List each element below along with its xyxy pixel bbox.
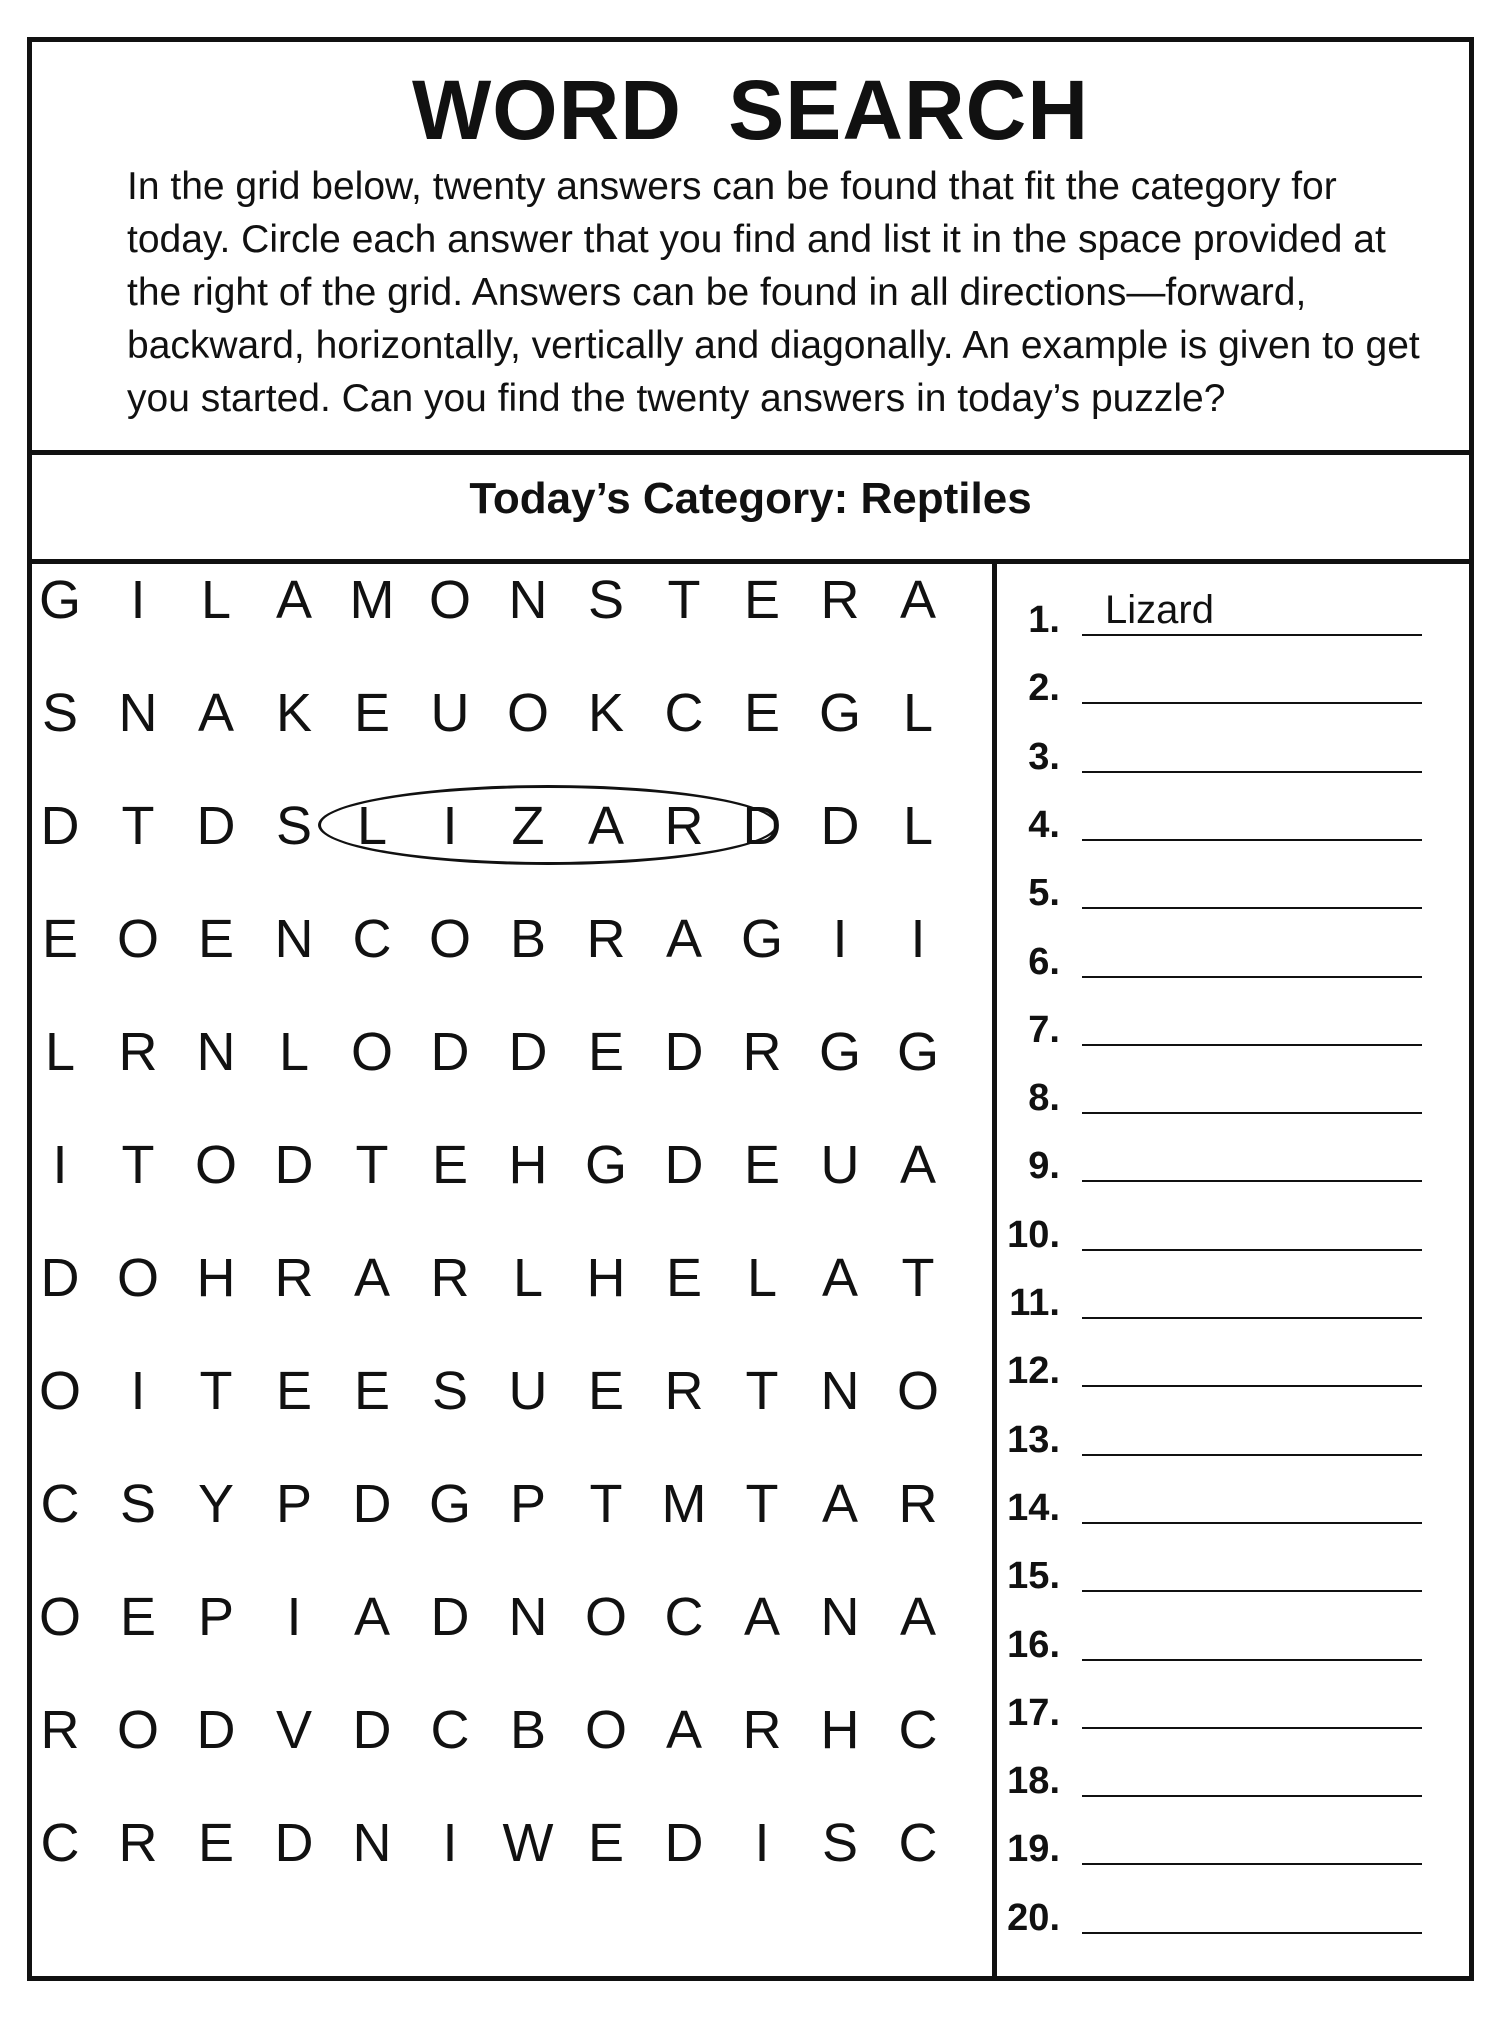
grid-row bbox=[17, 683, 977, 743]
grid-letter[interactable]: E bbox=[353, 1361, 391, 1421]
answer-blank-line[interactable] bbox=[1082, 1249, 1422, 1251]
grid-letter[interactable]: K bbox=[275, 683, 313, 743]
grid-letter[interactable]: H bbox=[508, 1135, 548, 1195]
grid-letter[interactable]: A bbox=[821, 1248, 859, 1308]
grid-letter[interactable]: E bbox=[743, 1135, 781, 1195]
grid-letter[interactable]: I bbox=[130, 570, 146, 630]
grid-row bbox=[17, 1022, 977, 1082]
grid-letter[interactable]: D bbox=[820, 796, 860, 856]
grid-letter[interactable]: L bbox=[512, 1248, 544, 1308]
answer-blank-line[interactable] bbox=[1082, 1863, 1422, 1865]
grid-letter[interactable]: N bbox=[274, 909, 314, 969]
grid-row bbox=[17, 1361, 977, 1421]
answer-blank-line[interactable] bbox=[1082, 907, 1422, 909]
grid-letter[interactable]: D bbox=[40, 1248, 80, 1308]
grid-letter[interactable]: D bbox=[664, 1135, 704, 1195]
answer-number: 20. bbox=[1007, 1897, 1060, 1939]
answer-item bbox=[975, 1821, 1445, 1871]
answer-blank-line[interactable] bbox=[1082, 634, 1422, 636]
grid-letter[interactable]: Z bbox=[511, 796, 545, 856]
grid-letter[interactable]: D bbox=[430, 1022, 470, 1082]
grid-row bbox=[17, 1248, 977, 1308]
grid-letter[interactable]: W bbox=[502, 1813, 554, 1873]
grid-letter[interactable]: O bbox=[116, 909, 159, 969]
grid-letter[interactable]: I bbox=[910, 909, 926, 969]
grid-letter[interactable]: U bbox=[430, 683, 470, 743]
grid-letter[interactable]: I bbox=[442, 1813, 458, 1873]
grid-letter[interactable]: C bbox=[664, 1587, 704, 1647]
answer-blank-line[interactable] bbox=[1082, 1727, 1422, 1729]
grid-letter[interactable]: I bbox=[286, 1587, 302, 1647]
answer-number: 14. bbox=[1007, 1487, 1060, 1529]
answer-number: 17. bbox=[1007, 1692, 1060, 1734]
answer-blank-line[interactable] bbox=[1082, 771, 1422, 773]
grid-letter[interactable]: U bbox=[820, 1135, 860, 1195]
answer-blank-line[interactable] bbox=[1082, 1659, 1422, 1661]
answer-blank-line[interactable] bbox=[1082, 1454, 1422, 1456]
grid-letter[interactable]: D bbox=[40, 796, 80, 856]
grid-letter[interactable]: O bbox=[896, 1361, 939, 1421]
grid-letter[interactable]: A bbox=[899, 1135, 937, 1195]
answer-blank-line[interactable] bbox=[1082, 1317, 1422, 1319]
grid-letter[interactable]: P bbox=[197, 1587, 235, 1647]
answer-item bbox=[975, 1138, 1445, 1188]
grid-letter[interactable]: D bbox=[274, 1135, 314, 1195]
grid-row bbox=[17, 1474, 977, 1534]
grid-letter[interactable]: N bbox=[820, 1587, 860, 1647]
grid-letter[interactable]: B bbox=[509, 909, 547, 969]
answer-item bbox=[975, 660, 1445, 710]
answer-blank-line[interactable] bbox=[1082, 1385, 1422, 1387]
grid-letter[interactable]: L bbox=[356, 796, 388, 856]
answer-number: 2. bbox=[1028, 667, 1060, 709]
grid-letter[interactable]: N bbox=[820, 1361, 860, 1421]
grid-letter[interactable]: D bbox=[508, 1022, 548, 1082]
grid-letter[interactable]: L bbox=[200, 570, 232, 630]
answer-blank-line[interactable] bbox=[1082, 839, 1422, 841]
answer-blank-line[interactable] bbox=[1082, 1522, 1422, 1524]
grid-letter[interactable]: N bbox=[508, 1587, 548, 1647]
grid-letter[interactable]: G bbox=[428, 1474, 471, 1534]
grid-letter[interactable]: E bbox=[353, 683, 391, 743]
answer-number: 5. bbox=[1028, 872, 1060, 914]
grid-letter[interactable]: R bbox=[40, 1700, 80, 1760]
grid-letter[interactable]: A bbox=[197, 683, 235, 743]
grid-letter[interactable]: D bbox=[352, 1700, 392, 1760]
grid-letter[interactable]: A bbox=[665, 1700, 703, 1760]
grid-letter[interactable]: R bbox=[820, 570, 860, 630]
grid-letter[interactable]: H bbox=[196, 1248, 236, 1308]
grid-letter[interactable]: C bbox=[430, 1700, 470, 1760]
grid-letter[interactable]: A bbox=[587, 796, 625, 856]
grid-row bbox=[17, 909, 977, 969]
grid-letter[interactable]: L bbox=[44, 1022, 76, 1082]
grid-letter[interactable]: M bbox=[661, 1474, 707, 1534]
grid-letter[interactable]: I bbox=[754, 1813, 770, 1873]
grid-letter[interactable]: O bbox=[584, 1700, 627, 1760]
grid-letter[interactable]: S bbox=[119, 1474, 157, 1534]
grid-letter[interactable]: V bbox=[275, 1700, 313, 1760]
grid-letter[interactable]: D bbox=[274, 1813, 314, 1873]
grid-letter[interactable]: D bbox=[664, 1813, 704, 1873]
grid-letter[interactable]: U bbox=[508, 1361, 548, 1421]
grid-letter[interactable]: H bbox=[820, 1700, 860, 1760]
grid-letter[interactable]: T bbox=[901, 1248, 935, 1308]
grid-letter[interactable]: R bbox=[664, 1361, 704, 1421]
grid-letter[interactable]: D bbox=[742, 796, 782, 856]
grid-letter[interactable]: T bbox=[589, 1474, 623, 1534]
grid-letter[interactable]: C bbox=[664, 683, 704, 743]
grid-letter[interactable]: R bbox=[742, 1700, 782, 1760]
grid-letter[interactable]: R bbox=[118, 1022, 158, 1082]
example-answer-circle bbox=[318, 785, 778, 865]
divider bbox=[32, 450, 1469, 455]
grid-row bbox=[17, 1813, 977, 1873]
answer-item bbox=[975, 1480, 1445, 1530]
answer-item bbox=[975, 797, 1445, 847]
grid-letter[interactable]: D bbox=[430, 1587, 470, 1647]
answer-item bbox=[975, 865, 1445, 915]
answer-number: 1. bbox=[1028, 599, 1060, 641]
answer-item bbox=[975, 1890, 1445, 1940]
grid-letter[interactable]: R bbox=[664, 796, 704, 856]
grid-letter[interactable]: C bbox=[352, 909, 392, 969]
answer-item bbox=[975, 1343, 1445, 1393]
grid-letter[interactable]: T bbox=[355, 1135, 389, 1195]
answer-number: 3. bbox=[1028, 736, 1060, 778]
grid-letter[interactable]: T bbox=[199, 1361, 233, 1421]
grid-letter[interactable]: I bbox=[130, 1361, 146, 1421]
answer-item bbox=[975, 1617, 1445, 1667]
grid-letter[interactable]: C bbox=[40, 1474, 80, 1534]
answer-number: 18. bbox=[1007, 1760, 1060, 1802]
grid-letter[interactable]: N bbox=[508, 570, 548, 630]
answer-item bbox=[975, 1412, 1445, 1462]
grid-letter[interactable]: N bbox=[118, 683, 158, 743]
grid-letter[interactable]: R bbox=[274, 1248, 314, 1308]
answer-number: 4. bbox=[1028, 804, 1060, 846]
grid-letter[interactable]: A bbox=[353, 1248, 391, 1308]
grid-letter[interactable]: O bbox=[428, 570, 471, 630]
answer-value: Lizard bbox=[1105, 588, 1214, 632]
grid-letter[interactable]: S bbox=[821, 1813, 859, 1873]
answer-number: 7. bbox=[1028, 1009, 1060, 1051]
grid-letter[interactable]: B bbox=[509, 1700, 547, 1760]
grid-letter[interactable]: I bbox=[832, 909, 848, 969]
grid-letter[interactable]: E bbox=[431, 1135, 469, 1195]
grid-letter[interactable]: N bbox=[352, 1813, 392, 1873]
grid-letter[interactable]: L bbox=[746, 1248, 778, 1308]
grid-letter[interactable]: I bbox=[52, 1135, 68, 1195]
grid-letter[interactable]: P bbox=[275, 1474, 313, 1534]
answer-blank-line[interactable] bbox=[1082, 1180, 1422, 1182]
grid-letter[interactable]: T bbox=[745, 1474, 779, 1534]
answer-number: 15. bbox=[1007, 1555, 1060, 1597]
answer-blank-line[interactable] bbox=[1082, 1044, 1422, 1046]
grid-letter[interactable]: D bbox=[664, 1022, 704, 1082]
grid-letter[interactable]: A bbox=[665, 909, 703, 969]
grid-letter[interactable]: R bbox=[430, 1248, 470, 1308]
answer-number: 13. bbox=[1007, 1419, 1060, 1461]
grid-letter[interactable]: A bbox=[275, 570, 313, 630]
answer-item bbox=[975, 729, 1445, 779]
answer-item bbox=[975, 1685, 1445, 1735]
answer-blank-line[interactable] bbox=[1082, 1795, 1422, 1797]
grid-letter[interactable]: R bbox=[586, 909, 626, 969]
grid-letter[interactable]: C bbox=[40, 1813, 80, 1873]
grid-letter[interactable]: O bbox=[38, 1587, 81, 1647]
grid-letter[interactable]: O bbox=[350, 1022, 393, 1082]
grid-letter[interactable]: O bbox=[506, 683, 549, 743]
grid-letter[interactable]: Y bbox=[197, 1474, 235, 1534]
category-label: Today’s Category: Reptiles bbox=[469, 474, 1032, 523]
divider bbox=[32, 559, 1469, 564]
grid-letter[interactable]: O bbox=[428, 909, 471, 969]
grid-letter[interactable]: A bbox=[353, 1587, 391, 1647]
grid-letter[interactable]: E bbox=[41, 909, 79, 969]
grid-letter[interactable]: R bbox=[118, 1813, 158, 1873]
grid-letter[interactable]: E bbox=[743, 683, 781, 743]
answer-number: 6. bbox=[1028, 941, 1060, 983]
answer-blank-line[interactable] bbox=[1082, 1590, 1422, 1592]
grid-letter[interactable]: T bbox=[745, 1361, 779, 1421]
grid-letter[interactable]: H bbox=[586, 1248, 626, 1308]
grid-letter[interactable]: L bbox=[278, 1022, 310, 1082]
grid-letter[interactable]: A bbox=[899, 1587, 937, 1647]
grid-letter[interactable]: A bbox=[821, 1474, 859, 1534]
answer-item bbox=[975, 934, 1445, 984]
grid-row bbox=[17, 570, 977, 630]
grid-letter[interactable]: L bbox=[902, 683, 934, 743]
grid-letter[interactable]: E bbox=[197, 909, 235, 969]
grid-letter[interactable]: S bbox=[41, 683, 79, 743]
grid-letter[interactable]: E bbox=[587, 1022, 625, 1082]
grid-letter[interactable]: G bbox=[38, 570, 81, 630]
answer-blank-line[interactable] bbox=[1082, 702, 1422, 704]
answer-number: 12. bbox=[1007, 1350, 1060, 1392]
grid-letter[interactable]: E bbox=[665, 1248, 703, 1308]
grid-letter[interactable]: T bbox=[121, 1135, 155, 1195]
grid-letter[interactable]: N bbox=[196, 1022, 236, 1082]
grid-letter[interactable]: E bbox=[587, 1361, 625, 1421]
grid-letter[interactable]: O bbox=[194, 1135, 237, 1195]
answer-number: 8. bbox=[1028, 1077, 1060, 1119]
page-title: WORD SEARCH bbox=[412, 63, 1089, 157]
grid-letter[interactable]: S bbox=[275, 796, 313, 856]
answer-item bbox=[975, 1002, 1445, 1052]
grid-letter[interactable]: T bbox=[667, 570, 701, 630]
grid-letter[interactable]: C bbox=[898, 1813, 938, 1873]
grid-letter[interactable]: T bbox=[121, 796, 155, 856]
grid-letter[interactable]: A bbox=[743, 1587, 781, 1647]
answer-item bbox=[975, 1207, 1445, 1257]
grid-letter[interactable]: G bbox=[740, 909, 783, 969]
answer-number: 16. bbox=[1007, 1624, 1060, 1666]
grid-row bbox=[17, 1135, 977, 1195]
grid-letter[interactable]: L bbox=[902, 796, 934, 856]
grid-letter[interactable]: E bbox=[275, 1361, 313, 1421]
grid-letter[interactable]: G bbox=[896, 1022, 939, 1082]
grid-letter[interactable]: E bbox=[743, 570, 781, 630]
answer-number: 9. bbox=[1028, 1145, 1060, 1187]
grid-letter[interactable]: E bbox=[197, 1813, 235, 1873]
grid-letter[interactable]: C bbox=[898, 1700, 938, 1760]
answer-item bbox=[975, 1753, 1445, 1803]
grid-letter[interactable]: K bbox=[587, 683, 625, 743]
grid-letter[interactable]: G bbox=[584, 1135, 627, 1195]
grid-letter[interactable]: M bbox=[349, 570, 395, 630]
grid-letter[interactable]: A bbox=[899, 570, 937, 630]
grid-letter[interactable]: O bbox=[116, 1700, 159, 1760]
answer-number: 11. bbox=[1009, 1282, 1060, 1324]
grid-letter[interactable]: D bbox=[196, 796, 236, 856]
grid-letter[interactable]: D bbox=[196, 1700, 236, 1760]
grid-letter[interactable]: E bbox=[119, 1587, 157, 1647]
answer-blank-line[interactable] bbox=[1082, 1112, 1422, 1114]
answer-blank-line[interactable] bbox=[1082, 976, 1422, 978]
answer-number: 10. bbox=[1007, 1214, 1060, 1256]
answer-item bbox=[975, 1275, 1445, 1325]
grid-letter[interactable]: O bbox=[38, 1361, 81, 1421]
grid-letter[interactable]: R bbox=[742, 1022, 782, 1082]
grid-letter[interactable]: E bbox=[587, 1813, 625, 1873]
grid-row bbox=[17, 1700, 977, 1760]
grid-letter[interactable]: D bbox=[352, 1474, 392, 1534]
grid-row bbox=[17, 1587, 977, 1647]
grid-letter[interactable]: G bbox=[818, 683, 861, 743]
grid-letter[interactable]: O bbox=[584, 1587, 627, 1647]
grid-letter[interactable]: P bbox=[509, 1474, 547, 1534]
answer-number: 19. bbox=[1007, 1828, 1060, 1870]
instructions-text: In the grid below, twenty answers can be found that fit the category for today. Circle each answer that you find and list it in the space provided at the right of the grid. Answers can be found in all directions—forward, backward, horizontally, vertically and diagonally. An example is given to get you started. Can you find the twenty answers in today’s puzzle? bbox=[127, 165, 1420, 420]
grid-letter[interactable]: O bbox=[116, 1248, 159, 1308]
grid-letter[interactable]: R bbox=[898, 1474, 938, 1534]
grid-letter[interactable]: S bbox=[587, 570, 625, 630]
answer-item bbox=[975, 1548, 1445, 1598]
grid-letter[interactable]: G bbox=[818, 1022, 861, 1082]
answer-item bbox=[975, 588, 1445, 642]
grid-letter[interactable]: I bbox=[442, 796, 458, 856]
answer-blank-line[interactable] bbox=[1082, 1932, 1422, 1934]
grid-letter[interactable]: S bbox=[431, 1361, 469, 1421]
answer-item bbox=[975, 1070, 1445, 1120]
